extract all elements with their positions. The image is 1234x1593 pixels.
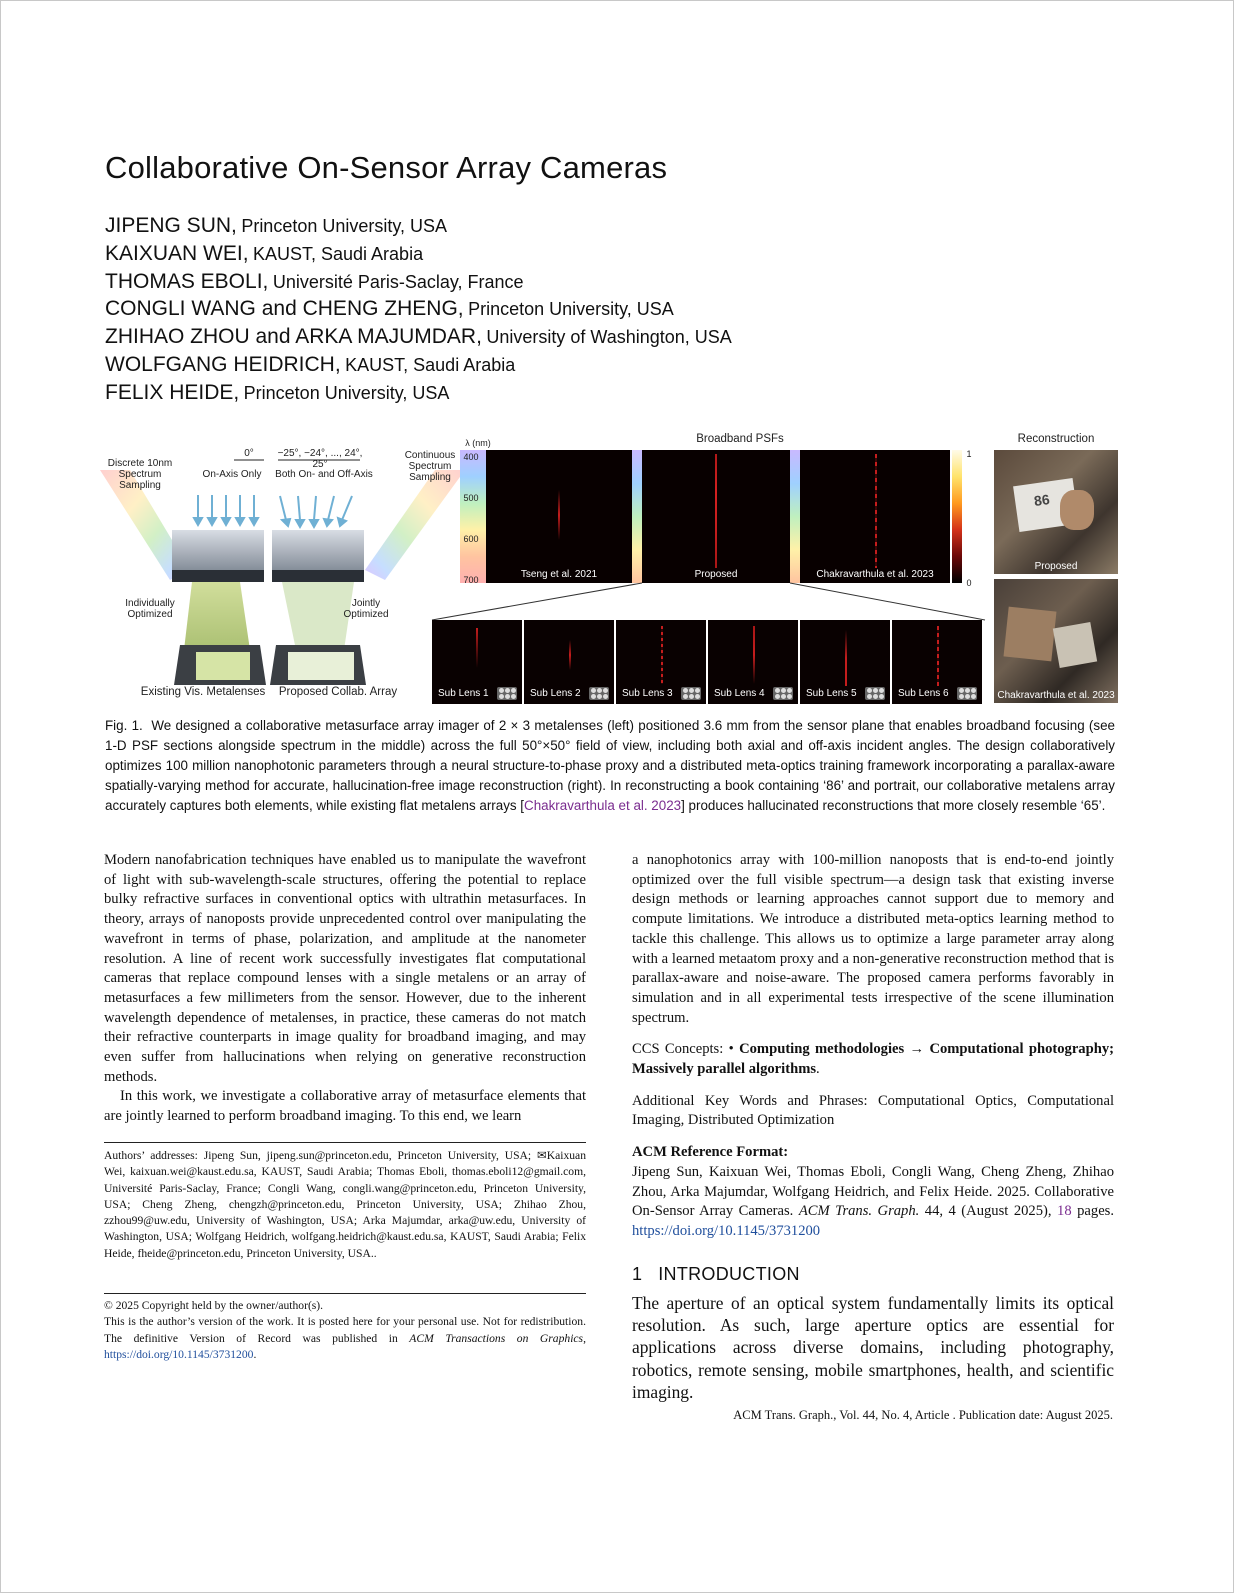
reconstruction-chakravarthula: [994, 579, 1118, 703]
angle-range-label: −25°, −24°, ..., 24°, 25°: [277, 448, 363, 470]
author-line: [105, 240, 732, 268]
author-affiliation: Princeton University, USA: [243, 382, 450, 403]
lambda-tick: 700: [463, 575, 479, 585]
acm-reference: [632, 1143, 1114, 1242]
sensor-right: [272, 530, 364, 575]
sub-lens-label: Sub Lens 4: [714, 688, 765, 699]
abstract-paragraph: In this work, we investigate a collaborative array of metasurface elements that are jointly learned to perform broadband imaging. To this end, we learn: [104, 1088, 586, 1125]
portrait-image: [1060, 490, 1094, 530]
reconstruction-proposed: [994, 450, 1118, 574]
acm-pages-word: pages.: [1077, 1203, 1115, 1220]
sub-lens-panel: [708, 620, 798, 704]
lens-array-icon: [497, 687, 517, 700]
caption-suffix: ] produces hallucinated reconstructions that more closely resemble ‘65’.: [681, 798, 1106, 813]
author-names: ZHIHAO ZHOU and ARKA MAJUMDAR,: [105, 325, 482, 349]
acm-reference-heading: ACM Reference Format:: [632, 1144, 789, 1161]
sub-lens-panel: [800, 620, 890, 704]
footnote-divider: [104, 1142, 586, 1143]
psf-line: [715, 454, 717, 568]
author-affiliation: KAUST, Saudi Arabia: [252, 243, 424, 264]
author-names: KAIXUAN WEI,: [105, 241, 249, 265]
author-line: [105, 295, 732, 323]
on-axis-label: On-Axis Only: [202, 469, 262, 480]
colorbar-min: 0: [966, 578, 972, 588]
acm-pages-link[interactable]: 18: [1057, 1203, 1072, 1220]
author-names: FELIX HEIDE,: [105, 380, 240, 404]
acm-text: Jipeng Sun, Kaixuan Wei, Thomas Eboli, Congli Wang, Cheng Zheng, Zhihao Zhou, Arka Majumdar, Wolfgang Heidrich, and Felix Heide. 2025. Collaborative On-Sensor Array Cameras.: [632, 1163, 1114, 1220]
paper-title: Collaborative On-Sensor Array Cameras: [105, 150, 668, 185]
arrows-off-axis: [280, 496, 352, 527]
zero-degree-label: 0°: [244, 448, 254, 459]
acm-volume: 44, 4 (August 2025),: [924, 1203, 1052, 1220]
left-column: [104, 851, 586, 1127]
caption-citation-link[interactable]: Chakravarthula et al. 2023: [524, 798, 682, 813]
author-affiliation: Université Paris-Saclay, France: [272, 271, 524, 292]
psf-title: Broadband PSFs: [696, 433, 784, 445]
caption-text: We designed a collaborative metasurface array imager of 2 × 3 metalenses (left) positioned 3.6 mm from the sensor plane that enables broadband focusing (see 1-D PSF sections alongside spectrum in the middle) across the full 50°×50° field of view, including both axial and off-axis incident angles. The design collaboratively optimizes 100 million nanophotonic parameters through a neural structure-to-phase proxy and a distributed meta-optics training framework incorporating a parallax-aware spatially-varying method for accurate, hallucination-free image reconstruction (right). In reconstructing a book containing ‘86’ and portrait, our collaborative metalens array accurately captures both elements, while existing flat metalens arrays [: [105, 718, 1115, 813]
spectrum-gap-2: [790, 450, 800, 583]
abstract-paragraph: Modern nanofabrication techniques have enabled us to manipulate the wavefront of light with sub-wavelength-scale structures, offering the potential to replace bulky refractive surfaces in conventional optics with ultrathin metasurfaces. In theory, arrays of nanoposts provide unprecedented control over manipulating the wavefront in terms of phase, polarization, and amplitude at the nanometer resolution. A line of recent work successfully investigates flat computational cameras that replace compound lenses with a single metalens or an array of metasurfaces a few millimeters from the sensor. However, due to the inherent wavelength dependence of metalenses, in practice, these cameras do not match their refractive counterparts in image quality for broadband imaging, and may even suffer from hallucinations when relying on generative reconstruction methods.: [104, 852, 586, 1085]
introduction-paragraph: The aperture of an optical system fundamentally limits its optical resolution. As such, large aperture optics are essential for applications across diverse domains, including photography, robotics, remote sensing, mobile smartphones, health, and scientific imaging.: [632, 1293, 1114, 1402]
book-text: 86: [1032, 490, 1051, 510]
author-names: WOLFGANG HEIDRICH,: [105, 352, 341, 376]
author-names: CONGLI WANG and CHENG ZHENG,: [105, 297, 464, 321]
author-affiliation: University of Washington, USA: [486, 327, 732, 348]
colorbar-max: 1: [966, 449, 972, 459]
psf-line: [569, 640, 571, 670]
proposed-array-label: Proposed Collab. Array: [278, 686, 398, 698]
sensor-left: [172, 530, 264, 575]
author-names: THOMAS EBOLI,: [105, 269, 269, 293]
psf-line: [558, 490, 560, 540]
copyright-line: © 2025 Copyright held by the owner/author(s).: [104, 1299, 324, 1312]
reconstruction-label: Chakravarthula et al. 2023: [997, 690, 1115, 701]
sub-lens-panel: [524, 620, 614, 704]
psf-line: [937, 626, 939, 686]
author-line: [105, 379, 732, 407]
version-text: This is the author’s version of the work. It is posted here for your personal use. Not for redistribution. The definitive Version of Record was published in: [104, 1315, 586, 1345]
author-line: [105, 351, 732, 379]
sub-lens-panel: [892, 620, 982, 704]
reconstruction-label: Proposed: [1034, 561, 1078, 572]
sub-lens-label: Sub Lens 6: [898, 688, 949, 699]
running-footer: ACM Trans. Graph., Vol. 44, No. 4, Article . Publication date: August 2025.: [733, 1408, 1113, 1422]
psf-panel-proposed: [642, 450, 790, 583]
psf-panel-tseng: [486, 450, 632, 583]
psf-panel-chakravarthula: [800, 450, 950, 583]
author-affiliation: KAUST, Saudi Arabia: [345, 354, 516, 375]
version-comma: ,: [583, 1331, 586, 1345]
right-column: [632, 851, 1114, 1242]
arrows-on-axis: [194, 495, 258, 525]
sub-lens-panel: [616, 620, 706, 704]
ccs-prefix: CCS Concepts: •: [632, 1041, 734, 1058]
keywords: Additional Key Words and Phrases: Computational Optics, Computational Imaging, Distributed Optimization: [632, 1092, 1114, 1129]
section-heading-introduction: [632, 1264, 800, 1285]
version-end: .: [253, 1347, 257, 1361]
acm-reference-text: [632, 1163, 1114, 1242]
psf-line: [875, 454, 877, 568]
lens-array-icon: [773, 687, 793, 700]
author-affiliation: Princeton University, USA: [468, 299, 674, 320]
section-title: INTRODUCTION: [658, 1264, 800, 1284]
acm-journal: ACM Trans. Graph.: [798, 1203, 920, 1220]
continuous-sampling-label: Continuous Spectrum Sampling: [404, 450, 456, 483]
spectrum-bar: [460, 450, 486, 583]
footnote-divider: [104, 1293, 586, 1294]
author-line: [105, 212, 732, 240]
psf-panel-label: Tseng et al. 2021: [520, 569, 598, 580]
copyright-footnote: [104, 1298, 586, 1363]
lens-array-icon: [589, 687, 609, 700]
author-line: [105, 268, 732, 296]
portrait-image: [1053, 622, 1097, 668]
lambda-tick: 600: [463, 534, 479, 544]
spectrum-gap-1: [632, 450, 642, 583]
lambda-axis-label: λ (nm): [465, 438, 491, 448]
lens-array-icon: [681, 687, 701, 700]
discrete-sampling-label: Discrete 10nm Spectrum Sampling: [107, 458, 173, 491]
psf-panel-label: Proposed: [694, 569, 738, 580]
jointly-optimized-label: Jointly Optimized: [343, 598, 389, 620]
psf-line: [845, 630, 847, 686]
psf-line: [661, 626, 663, 684]
version-doi-link[interactable]: https://doi.org/10.1145/3731200: [104, 1347, 254, 1361]
sub-lens-label: Sub Lens 1: [438, 688, 489, 699]
caption-prefix: Fig. 1.: [105, 718, 143, 733]
section-number: 1: [632, 1264, 643, 1284]
ccs-end: .: [816, 1061, 820, 1078]
individually-optimized-label: Individually Optimized: [125, 598, 175, 620]
sub-lens-label: Sub Lens 5: [806, 688, 857, 699]
author-line: [105, 323, 732, 351]
both-axis-label: Both On- and Off-Axis: [275, 469, 373, 480]
ccs-terms: Computing methodologies → Computational photography; Massively parallel algorithms: [632, 1041, 1114, 1078]
acm-doi-link[interactable]: https://doi.org/10.1145/3731200: [632, 1222, 821, 1239]
author-list: [105, 212, 732, 407]
psf-line: [753, 626, 755, 684]
zoom-lines: [430, 580, 990, 625]
version-note: [104, 1314, 586, 1363]
psf-line: [476, 628, 478, 668]
lens-array-icon: [865, 687, 885, 700]
existing-metalenses-label: Existing Vis. Metalenses: [140, 686, 266, 698]
psf-colorbar: [952, 450, 962, 583]
author-addresses-footnote: Authors’ addresses: Jipeng Sun, jipeng.sun@princeton.edu, Princeton University, USA; ✉Kaixuan Wei, kaixuan.wei@kaust.edu.sa, KAUST, Saudi Arabia; Thomas Eboli, thomas.eboli12@gmail.com, Université Paris-Saclay, France; Congli Wang, congli.wang@princeton.edu, Princeton University, USA; Cheng Zheng, chengzh@princeton.edu, Princeton University, USA; Zhihao Zhou, zzhou99@uw.edu, University of Washington, USA; Arka Majumdar, arka@uw.edu, University of Washington, USA; Wolfgang Heidrich, wolfgang.heidrich@kaust.edu.sa, KAUST, Saudi Arabia; Felix Heide, fheide@princeton.edu, Princeton University, USA..: [104, 1149, 586, 1260]
figure-caption: [105, 716, 1115, 816]
psf-panel-label: Chakravarthula et al. 2023: [816, 569, 934, 580]
rainbow-beam-right: [365, 470, 465, 580]
sub-lens-label: Sub Lens 3: [622, 688, 673, 699]
reconstruction-title: Reconstruction: [1017, 433, 1095, 445]
figure-1: [100, 430, 1140, 715]
book-image: [1004, 607, 1057, 662]
author-affiliation: Princeton University, USA: [241, 216, 448, 236]
version-journal: ACM Transactions on Graphics: [409, 1331, 584, 1345]
sub-lens-panel: [432, 620, 522, 704]
lens-array-icon: [957, 687, 977, 700]
author-names: JIPENG SUN,: [105, 214, 237, 237]
abstract-paragraph: a nanophotonics array with 100-million nanoposts that is end-to-end jointly optimized over the full visible spectrum—a design task that existing inverse design methods or learning approaches cannot support due to memory and compute limitations. We introduce a distributed meta-optics learning method to tackle this challenge. This allows us to optimize a large parameter array along with a learned metaatom proxy and a non-generative reconstruction method that is parallax-aware and noise-aware. The proposed camera performs favorably in simulation and in all experimental tests irrespective of the scene illumination spectrum.: [632, 852, 1114, 1026]
light-cone-left: [184, 582, 250, 650]
lambda-tick: 400: [463, 452, 479, 462]
lambda-tick: 500: [463, 493, 479, 503]
sub-lens-label: Sub Lens 2: [530, 688, 581, 699]
ccs-concepts: [632, 1040, 1114, 1079]
